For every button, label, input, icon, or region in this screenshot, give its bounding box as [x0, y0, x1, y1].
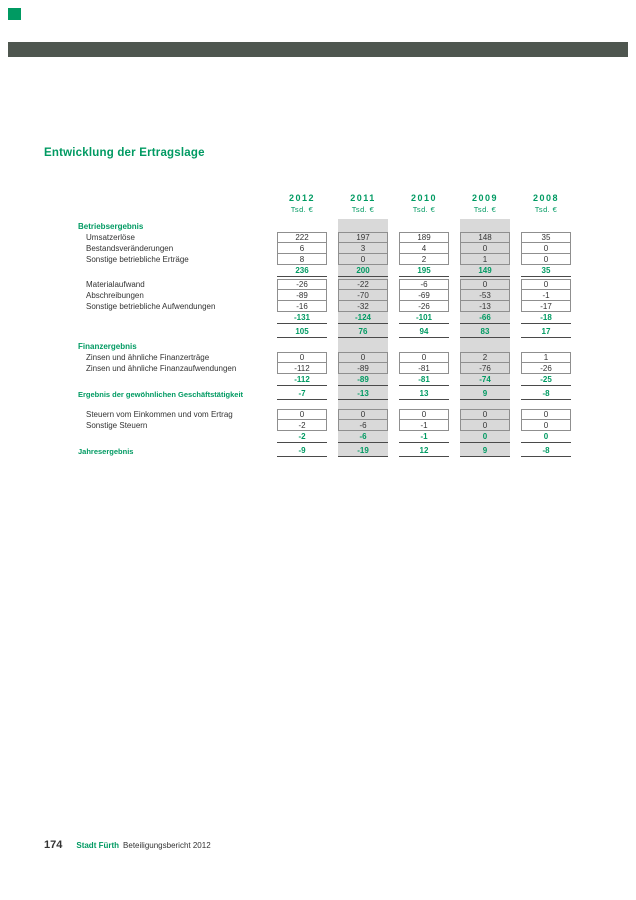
- table-row-sum: [78, 374, 582, 386]
- value-cell: -26: [399, 301, 449, 312]
- value-cell: -101: [399, 312, 449, 324]
- value-cell: -2: [277, 431, 327, 443]
- value-cell: 105: [277, 326, 327, 338]
- year-column-header: 2012: [288, 193, 316, 203]
- financial-table: [78, 192, 582, 458]
- table-row-sum: [78, 312, 582, 324]
- value-cell: 2: [460, 352, 510, 363]
- value-cell: 6: [277, 243, 327, 254]
- year-column-header: 2010: [410, 193, 438, 203]
- value-cell: -53: [460, 290, 510, 301]
- value-cell: 148: [460, 232, 510, 243]
- value-cell: 0: [521, 431, 571, 443]
- table-row-data: [78, 301, 582, 312]
- value-cell: -89: [338, 363, 388, 374]
- value-cell: -66: [460, 312, 510, 324]
- value-cell: -1: [399, 420, 449, 431]
- value-cell: -112: [277, 363, 327, 374]
- footer-brand: Stadt Fürth: [76, 841, 120, 850]
- table-row-sum: [78, 431, 582, 443]
- value-cell: 222: [277, 232, 327, 243]
- row-label: Betriebsergebnis: [78, 221, 144, 231]
- value-cell: 0: [460, 431, 510, 443]
- table-row-data: [78, 279, 582, 290]
- value-cell: 12: [399, 445, 449, 457]
- value-cell: 0: [338, 254, 388, 265]
- value-cell: 35: [521, 265, 571, 277]
- value-cell: -13: [338, 388, 388, 400]
- unit-label: Tsd. €: [351, 205, 375, 214]
- value-cell: -89: [277, 290, 327, 301]
- value-cell: -81: [399, 363, 449, 374]
- value-cell: -26: [521, 363, 571, 374]
- table-row-data: [78, 254, 582, 265]
- table-row-spacer: [78, 401, 582, 409]
- value-cell: 0: [460, 279, 510, 290]
- value-cell: 189: [399, 232, 449, 243]
- value-cell: -25: [521, 374, 571, 386]
- value-cell: -89: [338, 374, 388, 386]
- footer-document-title: Beteiligungsbericht 2012: [123, 841, 211, 850]
- value-cell: -1: [399, 431, 449, 443]
- page-number: 174: [44, 839, 63, 851]
- value-cell: 0: [521, 409, 571, 420]
- row-label: [78, 265, 266, 277]
- value-cell: 76: [338, 326, 388, 338]
- page-title: Entwicklung der Ertragslage: [44, 147, 205, 159]
- value-cell: -2: [277, 420, 327, 431]
- row-label: [78, 374, 266, 386]
- row-label: Ergebnis der gewöhnlichen Geschäftstätigkeit: [78, 389, 244, 399]
- table-header: [78, 192, 582, 216]
- table-row-sum: [78, 265, 582, 277]
- unit-label: Tsd. €: [412, 205, 436, 214]
- value-cell: -8: [521, 388, 571, 400]
- value-cell: -124: [338, 312, 388, 324]
- row-label: Abschreibungen: [86, 291, 144, 300]
- year-column-header: 2008: [532, 193, 560, 203]
- year-column-header: 2009: [471, 193, 499, 203]
- value-cell: 8: [277, 254, 327, 265]
- value-cell: 4: [399, 243, 449, 254]
- value-cell: 0: [460, 243, 510, 254]
- value-cell: 197: [338, 232, 388, 243]
- value-cell: 83: [460, 326, 510, 338]
- value-cell: -7: [277, 388, 327, 400]
- value-cell: -81: [399, 374, 449, 386]
- value-cell: 149: [460, 265, 510, 277]
- row-label: Zinsen und ähnliche Finanzerträge: [86, 353, 210, 362]
- row-label: [78, 401, 266, 409]
- table-row-total: [78, 388, 582, 400]
- value-cell: -26: [277, 279, 327, 290]
- table-row-total: [78, 445, 582, 457]
- value-cell: 94: [399, 326, 449, 338]
- value-cell: 0: [338, 409, 388, 420]
- value-cell: 0: [277, 409, 327, 420]
- value-cell: 195: [399, 265, 449, 277]
- table-row-section: [78, 220, 582, 232]
- value-cell: 0: [338, 352, 388, 363]
- row-label: Bestandsveränderungen: [86, 244, 174, 253]
- unit-header-row: [78, 204, 582, 216]
- value-cell: 0: [521, 420, 571, 431]
- value-cell: -8: [521, 445, 571, 457]
- value-cell: 1: [521, 352, 571, 363]
- value-cell: 13: [399, 388, 449, 400]
- value-cell: -16: [277, 301, 327, 312]
- value-cell: 0: [399, 409, 449, 420]
- value-cell: 3: [338, 243, 388, 254]
- value-cell: 9: [460, 388, 510, 400]
- table-row-data: [78, 409, 582, 420]
- table-row-data: [78, 290, 582, 301]
- header-spacer: [78, 204, 266, 216]
- page-footer: [44, 839, 211, 851]
- table-row-data: [78, 352, 582, 363]
- value-cell: -1: [521, 290, 571, 301]
- value-cell: 0: [521, 254, 571, 265]
- table-row-sum: [78, 326, 582, 338]
- table-row-data: [78, 232, 582, 243]
- row-label: Zinsen und ähnliche Finanzaufwendungen: [86, 364, 237, 373]
- value-cell: 200: [338, 265, 388, 277]
- row-label: Sonstige betriebliche Aufwendungen: [86, 302, 216, 311]
- row-label: Materialaufwand: [86, 280, 145, 289]
- value-cell: -19: [338, 445, 388, 457]
- value-cell: 0: [521, 243, 571, 254]
- year-header-row: [78, 192, 582, 204]
- table-body: [78, 220, 582, 457]
- value-cell: -6: [338, 431, 388, 443]
- year-column-header: 2011: [350, 193, 376, 203]
- value-cell: -9: [277, 445, 327, 457]
- value-cell: 0: [460, 409, 510, 420]
- row-label: Umsatzerlöse: [86, 233, 135, 242]
- value-cell: -6: [399, 279, 449, 290]
- value-cell: 17: [521, 326, 571, 338]
- value-cell: 0: [399, 352, 449, 363]
- value-cell: 1: [460, 254, 510, 265]
- value-cell: -18: [521, 312, 571, 324]
- row-label: Sonstige Steuern: [86, 421, 148, 430]
- row-label: Finanzergebnis: [78, 341, 137, 351]
- table-row-data: [78, 243, 582, 254]
- value-cell: -131: [277, 312, 327, 324]
- value-cell: -6: [338, 420, 388, 431]
- value-cell: -32: [338, 301, 388, 312]
- value-cell: 236: [277, 265, 327, 277]
- value-cell: 35: [521, 232, 571, 243]
- value-cell: -76: [460, 363, 510, 374]
- table-row-section: [78, 340, 582, 352]
- value-cell: -69: [399, 290, 449, 301]
- value-cell: -74: [460, 374, 510, 386]
- value-cell: 0: [460, 420, 510, 431]
- value-cell: -112: [277, 374, 327, 386]
- value-cell: 0: [277, 352, 327, 363]
- table-row-data: [78, 420, 582, 431]
- brand-corner-square: [8, 8, 21, 20]
- table-row-data: [78, 363, 582, 374]
- row-label: Sonstige betriebliche Erträge: [86, 255, 189, 264]
- value-cell: -17: [521, 301, 571, 312]
- value-cell: -70: [338, 290, 388, 301]
- value-cell: 9: [460, 445, 510, 457]
- value-cell: -22: [338, 279, 388, 290]
- value-cell: 2: [399, 254, 449, 265]
- row-label: Jahresergebnis: [78, 446, 134, 456]
- row-label: [78, 431, 266, 443]
- header-spacer: [78, 192, 266, 204]
- row-label: Steuern vom Einkommen und vom Ertrag: [86, 410, 233, 419]
- unit-label: Tsd. €: [473, 205, 497, 214]
- row-label: [78, 312, 266, 324]
- value-cell: 0: [521, 279, 571, 290]
- row-label: [78, 326, 266, 338]
- unit-label: Tsd. €: [290, 205, 314, 214]
- unit-label: Tsd. €: [534, 205, 558, 214]
- header-bar: [8, 42, 628, 57]
- value-cell: -13: [460, 301, 510, 312]
